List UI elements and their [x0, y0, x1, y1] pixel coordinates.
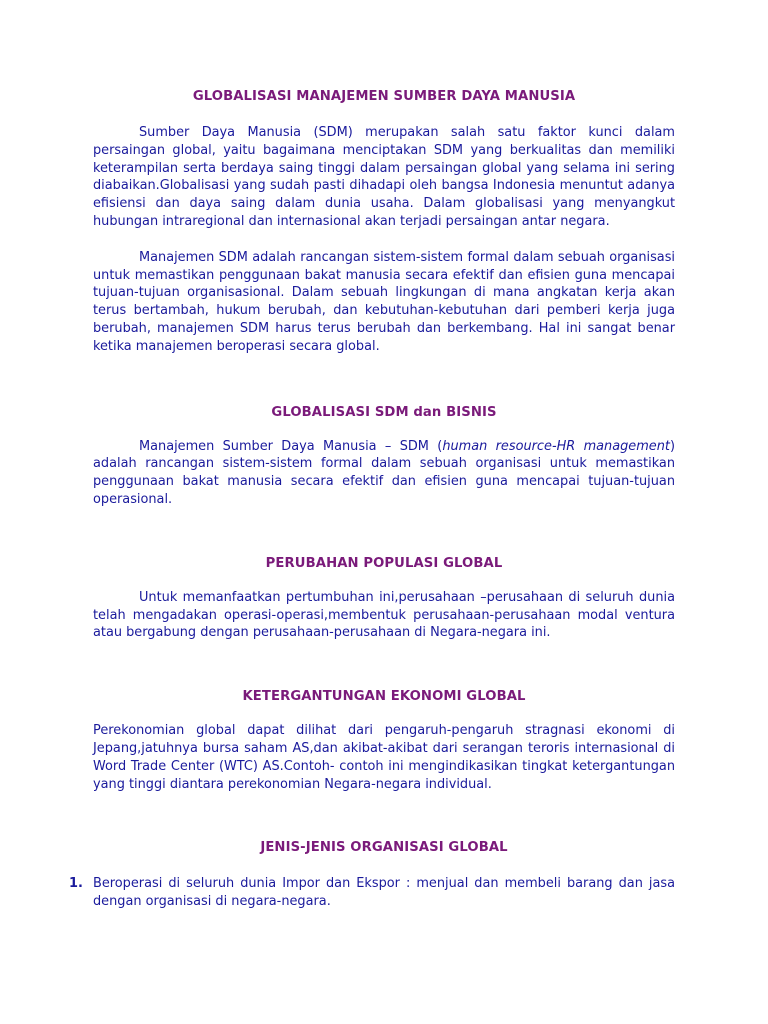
paragraph-text-start: Manajemen Sumber Daya Manusia – SDM ( [139, 438, 443, 454]
italic-term: human resource-HR management [442, 438, 670, 454]
list-item-text: Beroperasi di seluruh dunia Impor dan Ekspor : menjual dan membeli barang dan jasa dengan organisasi di negara-negara. [93, 876, 675, 910]
organization-types-list [69, 875, 675, 911]
document-title: GLOBALISASI MANAJEMEN SUMBER DAYA MANUSIA [192, 89, 576, 104]
list-item-number: 1. [69, 876, 83, 892]
section-paragraph-sdm-bisnis [93, 438, 675, 509]
intro-paragraph-2: Manajemen SDM adalah rancangan sistem-sistem formal dalam sebuah organisasi untuk memastikan penggunaan bakat manusia secara efektif dan efisien guna mencapai tujuan-tujuan organisasional. Dalam sebuah lingkungan di mana angkatan kerja akan terus bertambah, hukum berubah, dan kebutuhan-kebutuhan dari pemberi kerja juga berubah, manajemen SDM harus terus berubah dan berkembang. Hal ini sangat benar ketika manajemen beroperasi secara global. [93, 249, 675, 354]
section-heading-jenis-organisasi: JENIS-JENIS ORGANISASI GLOBAL [260, 840, 508, 856]
section-heading-populasi: PERUBAHAN POPULASI GLOBAL [265, 555, 503, 571]
intro-paragraph-1: Sumber Daya Manusia (SDM) merupakan salah satu faktor kunci dalam persaingan global, yaitu bagaimana menciptakan SDM yang berkualitas dan memiliki keterampilan serta berdaya saing tinggi dalam persaingan global yang selama ini sering diabaikan.Globalisasi yang sudah pasti dihadapi oleh bangsa Indonesia menuntut adanya efisiensi dan daya saing dalam dunia usaha. Dalam globalisasi yang menyangkut hubungan intraregional dan internasional akan terjadi persaingan antar negara. [93, 125, 675, 229]
section-paragraph-populasi: Untuk memanfaatkan pertumbuhan ini,perusahaan –perusahaan di seluruh dunia telah mengadakan operasi-operasi,membentuk perusahaan-perusahaan modal ventura atau bergabung dengan perusahaan-perusahaan di Negara-negara ini. [93, 589, 675, 641]
list-item [69, 875, 675, 911]
section-heading-sdm-bisnis: GLOBALISASI SDM dan BISNIS [271, 404, 497, 420]
section-heading-ekonomi: KETERGANTUNGAN EKONOMI GLOBAL [242, 689, 526, 705]
section-paragraph-ekonomi: Perekonomian global dapat dilihat dari pengaruh-pengaruh stragnasi ekonomi di Jepang,jatuhnya bursa saham AS,dan akibat-akibat dari serangan teroris internasional di Word Trade Center (WTC) AS.Contoh- contoh ini mengindikasikan tingkat ketergantungan yang tinggi diantara perekonomian Negara-negara individual. [93, 723, 675, 792]
paragraph-text-end: ) adalah rancangan sistem-sistem formal dalam sebuah organisasi untuk memastikan penggunaan bakat manusia secara efektif dan efisien guna mencapai tujuan-tujuan operasional. [93, 438, 675, 507]
